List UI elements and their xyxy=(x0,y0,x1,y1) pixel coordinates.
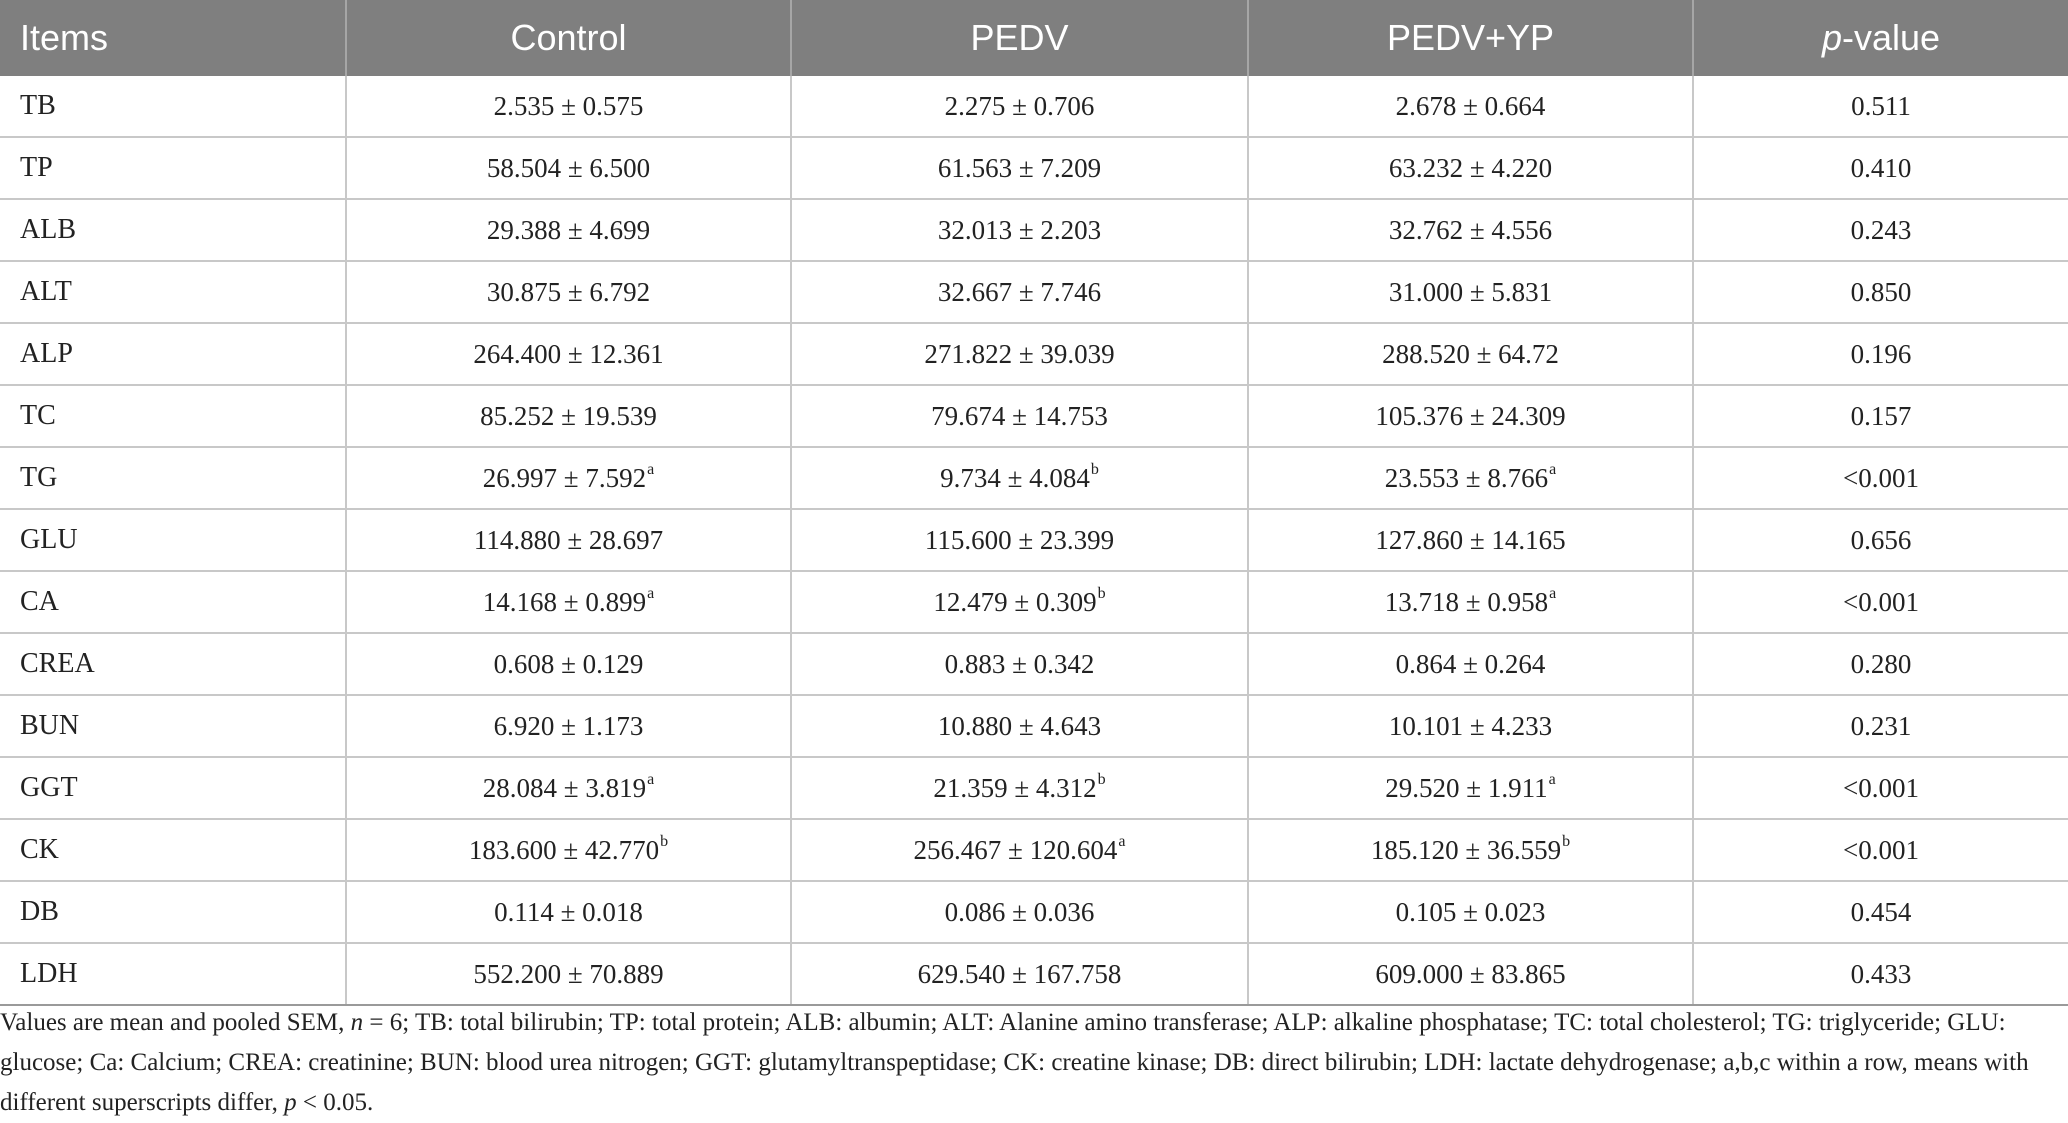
cell-item: ALB xyxy=(0,199,346,261)
cell-pedv-yp-value: 23.553 ± 8.766 xyxy=(1384,462,1549,493)
table-footnote xyxy=(0,1003,2060,1123)
table-row xyxy=(0,199,2068,261)
cell-item: CK xyxy=(0,819,346,881)
table-header-row xyxy=(0,0,2068,76)
cell-control xyxy=(346,76,791,137)
cell-pedv-value: 0.883 ± 0.342 xyxy=(944,648,1095,679)
table-row xyxy=(0,447,2068,509)
table-row xyxy=(0,385,2068,447)
cell-p-value: 0.280 xyxy=(1693,633,2068,695)
cell-control-value: 183.600 ± 42.770 xyxy=(468,834,660,865)
cell-control xyxy=(346,943,791,1005)
cell-p-value: 0.196 xyxy=(1693,323,2068,385)
cell-pedv xyxy=(791,447,1248,509)
cell-pedv-yp-value: 0.105 ± 0.023 xyxy=(1395,896,1546,927)
cell-control xyxy=(346,509,791,571)
cell-p-value: 0.454 xyxy=(1693,881,2068,943)
cell-p-value: <0.001 xyxy=(1693,571,2068,633)
cell-pedv-yp-value: 13.718 ± 0.958 xyxy=(1384,586,1549,617)
cell-pedv-yp xyxy=(1248,76,1693,137)
cell-pedv-yp xyxy=(1248,943,1693,1005)
footnote-part1: Values are mean and pooled SEM, xyxy=(0,1009,351,1036)
cell-item: LDH xyxy=(0,943,346,1005)
cell-p-value: <0.001 xyxy=(1693,819,2068,881)
cell-control xyxy=(346,199,791,261)
cell-pedv-yp-value: 32.762 ± 4.556 xyxy=(1388,214,1553,245)
cell-pedv-value: 79.674 ± 14.753 xyxy=(931,400,1108,431)
cell-pedv xyxy=(791,137,1248,199)
cell-item: GLU xyxy=(0,509,346,571)
cell-control-superscript: b xyxy=(660,832,669,850)
footnote-part2: = 6; TB: total bilirubin; TP: total protein; ALB: albumin; ALT: Alanine amino transferase; ALP: alkaline phosphatase; TC: total cholesterol; TG: triglyceride; GLU: glucose; Ca: Calcium; CREA: creatinine; BUN: blood urea nitrogen; GGT: glutamyltranspeptidase; CK: creatine kinase; DB: direct bilirubin; LDH: lactate dehydrogenase; a,b,c within a row, means with different superscripts differ, xyxy=(0,1009,2029,1116)
cell-control-value: 264.400 ± 12.361 xyxy=(473,338,664,369)
table-row xyxy=(0,323,2068,385)
cell-control xyxy=(346,137,791,199)
cell-item: TC xyxy=(0,385,346,447)
cell-control-value: 85.252 ± 19.539 xyxy=(480,400,657,431)
cell-pedv-yp xyxy=(1248,695,1693,757)
cell-control-value: 30.875 ± 6.792 xyxy=(486,276,651,307)
cell-p-value: 0.433 xyxy=(1693,943,2068,1005)
cell-pedv-yp-value: 185.120 ± 36.559 xyxy=(1370,834,1562,865)
cell-pedv-superscript: b xyxy=(1097,584,1106,602)
cell-pedv-yp xyxy=(1248,881,1693,943)
cell-item: BUN xyxy=(0,695,346,757)
cell-pedv-value: 9.734 ± 4.084 xyxy=(940,462,1090,493)
cell-control-value: 6.920 ± 1.173 xyxy=(493,710,644,741)
cell-p-value: 0.850 xyxy=(1693,261,2068,323)
cell-control-value: 14.168 ± 0.899 xyxy=(482,586,647,617)
cell-pedv-yp-value: 63.232 ± 4.220 xyxy=(1388,152,1553,183)
cell-pedv-yp-value: 609.000 ± 83.865 xyxy=(1375,958,1566,989)
cell-pedv-value: 32.013 ± 2.203 xyxy=(937,214,1102,245)
table-row xyxy=(0,571,2068,633)
header-pedv-yp: PEDV+YP xyxy=(1248,0,1693,76)
table-body xyxy=(0,76,2068,1005)
cell-pedv xyxy=(791,881,1248,943)
header-items: Items xyxy=(0,0,346,76)
cell-pedv-yp-value: 105.376 ± 24.309 xyxy=(1375,400,1566,431)
footnote-part3: < 0.05. xyxy=(296,1089,374,1116)
cell-item: CA xyxy=(0,571,346,633)
cell-p-value: 0.157 xyxy=(1693,385,2068,447)
header-pedv: PEDV xyxy=(791,0,1248,76)
cell-pedv-value: 32.667 ± 7.746 xyxy=(937,276,1102,307)
cell-pedv-value: 0.086 ± 0.036 xyxy=(944,896,1095,927)
cell-pedv-value: 629.540 ± 167.758 xyxy=(917,958,1122,989)
table-row xyxy=(0,819,2068,881)
cell-pedv-yp xyxy=(1248,757,1693,819)
cell-pedv-yp xyxy=(1248,447,1693,509)
cell-pedv xyxy=(791,695,1248,757)
cell-pedv-yp xyxy=(1248,137,1693,199)
cell-item: ALP xyxy=(0,323,346,385)
table-row xyxy=(0,137,2068,199)
cell-pedv-yp-value: 0.864 ± 0.264 xyxy=(1395,648,1546,679)
cell-control-value: 0.608 ± 0.129 xyxy=(493,648,644,679)
cell-p-value: 0.231 xyxy=(1693,695,2068,757)
cell-pedv xyxy=(791,757,1248,819)
header-p-italic: p xyxy=(1821,17,1842,58)
cell-control xyxy=(346,757,791,819)
cell-control-value: 0.114 ± 0.018 xyxy=(494,896,643,927)
cell-item: TG xyxy=(0,447,346,509)
cell-pedv-yp xyxy=(1248,323,1693,385)
cell-pedv xyxy=(791,819,1248,881)
cell-pedv-value: 271.822 ± 39.039 xyxy=(924,338,1115,369)
cell-pedv-value: 61.563 ± 7.209 xyxy=(937,152,1102,183)
cell-pedv xyxy=(791,199,1248,261)
cell-p-value: 0.656 xyxy=(1693,509,2068,571)
cell-pedv xyxy=(791,571,1248,633)
table-row xyxy=(0,757,2068,819)
cell-control-value: 552.200 ± 70.889 xyxy=(473,958,664,989)
cell-pedv-yp-value: 127.860 ± 14.165 xyxy=(1375,524,1566,555)
table-row xyxy=(0,695,2068,757)
cell-pedv xyxy=(791,261,1248,323)
cell-control-superscript: a xyxy=(647,770,655,788)
cell-pedv-yp-superscript: a xyxy=(1549,584,1557,602)
cell-item: TB xyxy=(0,76,346,137)
cell-pedv-yp-value: 10.101 ± 4.233 xyxy=(1388,710,1553,741)
cell-pedv-yp-value: 2.678 ± 0.664 xyxy=(1395,90,1546,121)
cell-pedv-yp xyxy=(1248,819,1693,881)
cell-pedv-value: 256.467 ± 120.604 xyxy=(913,834,1118,865)
cell-pedv-yp xyxy=(1248,633,1693,695)
cell-pedv-yp xyxy=(1248,509,1693,571)
cell-pedv xyxy=(791,385,1248,447)
cell-pedv-value: 2.275 ± 0.706 xyxy=(944,90,1095,121)
table-row xyxy=(0,261,2068,323)
cell-pedv-yp-superscript: a xyxy=(1549,460,1557,478)
cell-control xyxy=(346,633,791,695)
cell-pedv-value: 21.359 ± 4.312 xyxy=(933,772,1097,803)
cell-control-superscript: a xyxy=(647,584,655,602)
cell-item: GGT xyxy=(0,757,346,819)
cell-pedv-yp xyxy=(1248,261,1693,323)
cell-pedv-yp-value: 288.520 ± 64.72 xyxy=(1382,338,1559,369)
cell-control-value: 2.535 ± 0.575 xyxy=(493,90,644,121)
cell-control xyxy=(346,447,791,509)
cell-item: ALT xyxy=(0,261,346,323)
cell-pedv-yp-superscript: b xyxy=(1562,832,1571,850)
cell-pedv xyxy=(791,509,1248,571)
cell-item: DB xyxy=(0,881,346,943)
table-row xyxy=(0,633,2068,695)
cell-pedv-superscript: b xyxy=(1097,770,1106,788)
table-row xyxy=(0,76,2068,137)
cell-control-superscript: a xyxy=(647,460,655,478)
cell-control-value: 29.388 ± 4.699 xyxy=(486,214,651,245)
cell-pedv xyxy=(791,633,1248,695)
cell-pedv-value: 12.479 ± 0.309 xyxy=(933,586,1097,617)
footnote-p-italic: p xyxy=(284,1089,297,1116)
cell-control xyxy=(346,819,791,881)
header-p-value xyxy=(1693,0,2068,76)
cell-pedv-value: 10.880 ± 4.643 xyxy=(937,710,1102,741)
cell-control xyxy=(346,571,791,633)
cell-p-value: 0.243 xyxy=(1693,199,2068,261)
cell-pedv-yp-superscript: a xyxy=(1548,770,1556,788)
cell-control xyxy=(346,323,791,385)
cell-control xyxy=(346,385,791,447)
cell-control-value: 28.084 ± 3.819 xyxy=(482,772,647,803)
cell-pedv-value: 115.600 ± 23.399 xyxy=(924,524,1115,555)
cell-pedv-yp xyxy=(1248,385,1693,447)
table-row xyxy=(0,509,2068,571)
cell-p-value: 0.511 xyxy=(1693,76,2068,137)
cell-control-value: 58.504 ± 6.500 xyxy=(486,152,651,183)
footnote-n-italic: n xyxy=(350,1009,364,1036)
cell-control-value: 26.997 ± 7.592 xyxy=(482,462,647,493)
cell-pedv xyxy=(791,323,1248,385)
cell-p-value: <0.001 xyxy=(1693,447,2068,509)
cell-pedv xyxy=(791,943,1248,1005)
cell-item: TP xyxy=(0,137,346,199)
cell-pedv-yp xyxy=(1248,571,1693,633)
cell-control-value: 114.880 ± 28.697 xyxy=(473,524,664,555)
header-p-rest: -value xyxy=(1841,17,1941,58)
cell-pedv xyxy=(791,76,1248,137)
cell-p-value: 0.410 xyxy=(1693,137,2068,199)
header-control: Control xyxy=(346,0,791,76)
cell-pedv-superscript: b xyxy=(1090,460,1099,478)
cell-control xyxy=(346,261,791,323)
cell-control xyxy=(346,695,791,757)
cell-pedv-yp-value: 31.000 ± 5.831 xyxy=(1388,276,1553,307)
cell-pedv-superscript: a xyxy=(1118,832,1126,850)
cell-pedv-yp-value: 29.520 ± 1.911 xyxy=(1385,772,1548,803)
cell-pedv-yp xyxy=(1248,199,1693,261)
table-row xyxy=(0,881,2068,943)
cell-control xyxy=(346,881,791,943)
cell-item: CREA xyxy=(0,633,346,695)
table-row xyxy=(0,943,2068,1005)
cell-p-value: <0.001 xyxy=(1693,757,2068,819)
